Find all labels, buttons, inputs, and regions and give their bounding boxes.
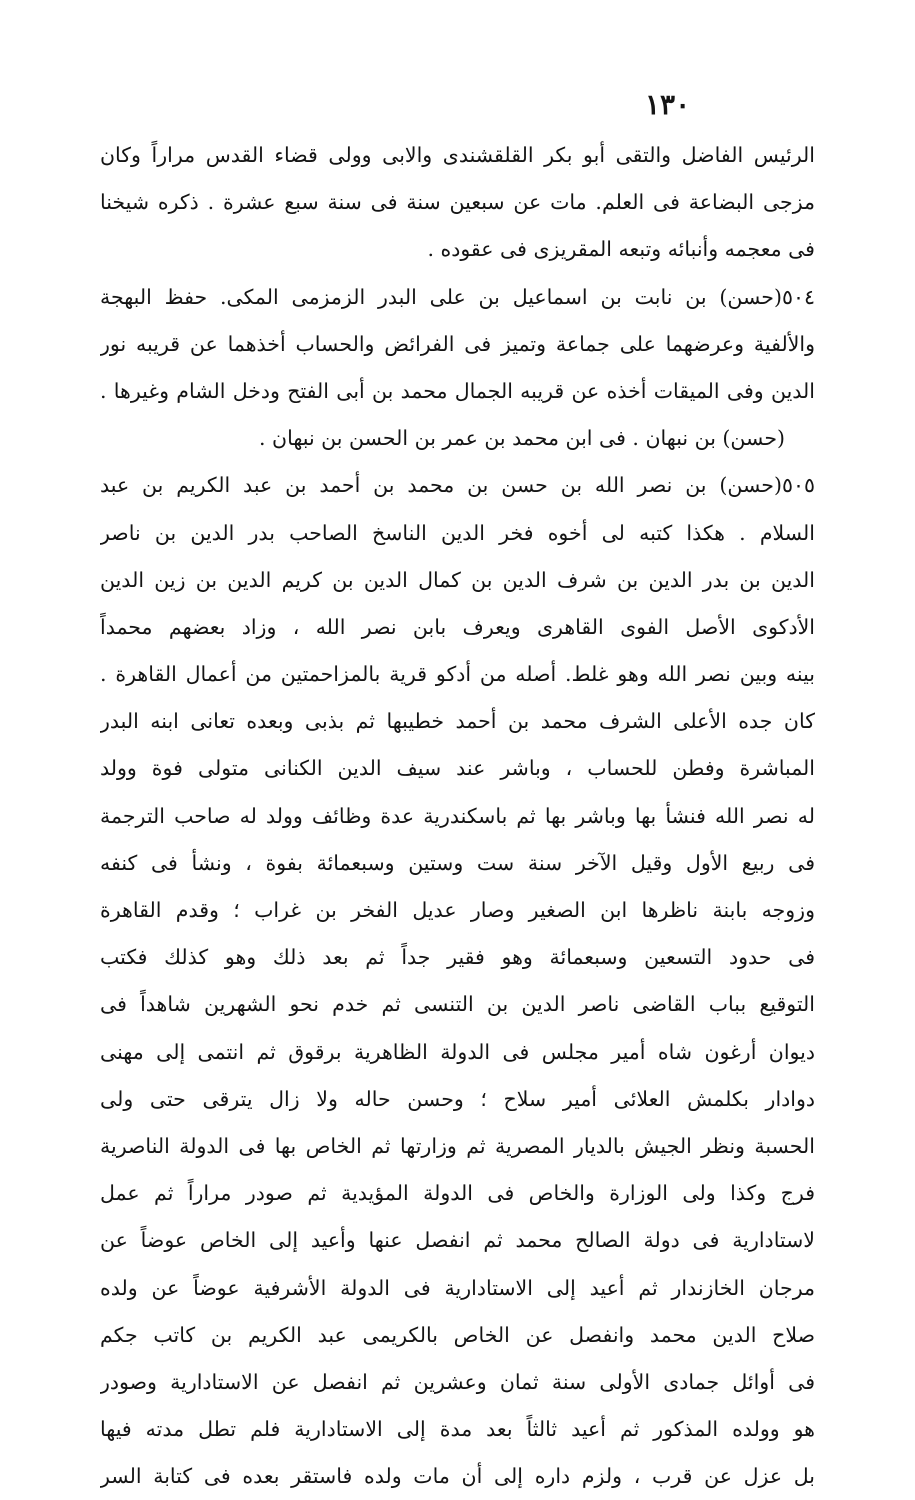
text-line: فى أوائل جمادى الأولى سنة ثمان وعشرين ثم انفصل عن الاستادارية وصودر	[100, 1369, 815, 1394]
cross-reference-line: (حسن) بن نبهان . فى ابن محمد بن عمر بن الحسن بن نبهان .	[258, 426, 785, 451]
text-line: الحسبة ونظر الجيش بالديار المصرية ثم وزارتها ثم الخاص بها فى الدولة الناصرية	[100, 1133, 815, 1158]
text-line: كان جده الأعلى الشرف محمد بن أحمد خطيبها ثم بذبى وبعده تعانى ابنه البدر	[100, 709, 815, 734]
page-number: ١٣٠	[645, 88, 691, 121]
body-text	[100, 132, 815, 1500]
text-line: والألفية وعرضهما على جماعة وتميز فى الفرائض والحساب أخذهما عن قريبه نور	[100, 331, 815, 356]
text-line: له نصر الله فنشأ بها وباشر بها ثم باسكندرية عدة وظائف وولد له صاحب الترجمة	[100, 803, 815, 828]
text-line: لاستادارية فى دولة الصالح محمد ثم انفصل عنها وأعيد إلى الخاص عوضاً عن	[100, 1228, 815, 1253]
text-line: فى حدود التسعين وسبعمائة وهو فقير جداً ثم بعد ذلك وهو كذلك فكتب	[100, 945, 815, 970]
text-line: هو وولده المذكور ثم أعيد ثالثاً بعد مدة إلى الاستادارية فلم تطل مدته فيها	[100, 1417, 815, 1442]
text-line: الدين بن بدر الدين بن شرف الدين بن كمال الدين بن كريم الدين بن زين الدين	[100, 567, 815, 592]
text-line: مرجان الخازندار ثم أعيد إلى الاستادارية فى الدولة الأشرفية عوضاً عن ولده	[100, 1275, 815, 1300]
text-line: وزوجه بابنة ناظرها ابن الصغير وصار عديل الفخر بن غراب ؛ وقدم القاهرة	[100, 898, 815, 922]
text-line: فرج وكذا ولى الوزارة والخاص فى الدولة المؤيدية ثم صودر مراراً ثم عمل	[100, 1181, 815, 1206]
text-line: ديوان أرغون شاه أمير مجلس فى الدولة الظاهرية برقوق ثم انتمى إلى مهنى	[100, 1039, 815, 1064]
text-line: فى معجمه وأنبائه وتبعه المقريزى فى عقوده .	[427, 237, 815, 262]
text-line: الدين وفى الميقات أخذه عن قريبه الجمال محمد بن أبى الفتح ودخل الشام وغيرها .	[100, 378, 815, 403]
text-line: بل عزل عن قرب ، ولزم داره إلى أن مات ولده فاستقر بعده فى كتابة السر	[100, 1464, 815, 1489]
text-line: بينه وبين نصر الله وهو غلط. أصله من أدكو قرية بالمزاحمتين من أعمال القاهرة .	[100, 662, 815, 687]
text-line: مزجى البضاعة فى العلم. مات عن سبعين سنة فى سنة سبع عشرة . ذكره شيخنا	[100, 190, 815, 215]
text-line: المباشرة وفطن للحساب ، وباشر عند سيف الدين الكنانى متولى فوة وولد	[100, 756, 815, 781]
text-line: فى ربيع الأول وقيل الآخر سنة ست وستين وسبعمائة بفوة ، ونشأ فى كنفه	[100, 850, 815, 875]
text-line: صلاح الدين محمد وانفصل عن الخاص بالكريمى عبد الكريم بن كاتب جكم	[100, 1322, 815, 1347]
text-line: الرئيس الفاضل والتقى أبو بكر القلقشندى والابى وولى قضاء القدس مراراً وكان	[100, 143, 815, 167]
text-line: السلام . هكذا كتبه لى أخوه فخر الدين الناسخ الصاحب بدر الدين بن ناصر	[100, 520, 815, 545]
entry-504-start: ٥٠٤(حسن) بن نابت بن اسماعيل بن على البدر الزمزمى المكى. حفظ البهجة	[100, 284, 815, 309]
text-line: الأدكوى الأصل الفوى القاهرى ويعرف بابن نصر الله ، وزاد بعضهم محمداً	[100, 614, 815, 639]
text-line: التوقيع بباب القاضى ناصر الدين بن التنسى ثم خدم نحو الشهرين شاهداً فى	[100, 992, 815, 1017]
entry-505-start: ٥٠٥(حسن) بن نصر الله بن حسن بن محمد بن أحمد بن عبد الكريم بن عبد	[100, 473, 815, 498]
text-line: دوادار بكلمش العلائى أمير سلاح ؛ وحسن حاله ولا زال يترقى حتى ولى	[100, 1086, 815, 1111]
